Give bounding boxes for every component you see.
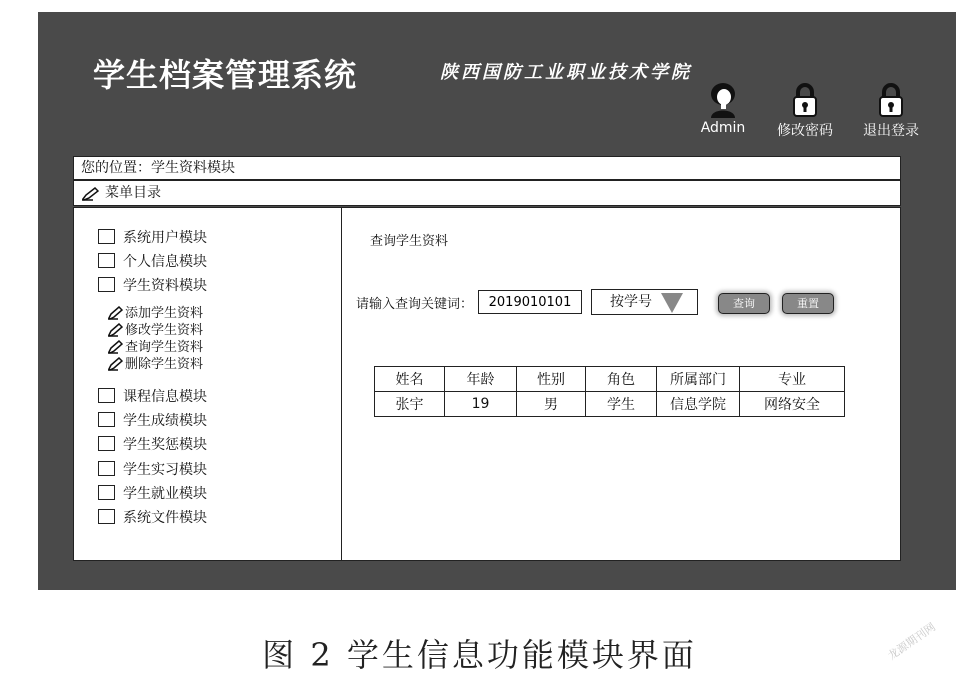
- edit-icon: [107, 323, 123, 337]
- table-header-cell: 专业: [740, 367, 845, 392]
- dropdown-arrow-icon: [661, 293, 683, 313]
- table-row[interactable]: [375, 392, 845, 417]
- sidebar-item-system-files[interactable]: [98, 508, 207, 528]
- table-cell: 男: [517, 392, 586, 417]
- submenu-label: 修改学生资料: [125, 323, 204, 338]
- folder-icon: [98, 388, 115, 403]
- submenu-add-student[interactable]: [107, 305, 203, 322]
- table-header-cell: 所属部门: [657, 367, 740, 392]
- sidebar-item-label: 学生实习模块: [123, 462, 207, 478]
- breadcrumb: 您的位置：学生资料模块: [73, 156, 901, 180]
- logout-label: 退出登录: [863, 123, 919, 139]
- table-cell: 19: [445, 392, 517, 417]
- folder-icon: [98, 436, 115, 451]
- sidebar-item-label: 系统用户模块: [123, 230, 207, 246]
- folder-icon: [98, 277, 115, 292]
- watermark: 龙源期刊网: [885, 620, 939, 663]
- keyword-input[interactable]: [478, 290, 582, 314]
- table-cell: 信息学院: [657, 392, 740, 417]
- admin-label: Admin: [700, 120, 746, 136]
- table-cell: 张宇: [375, 392, 445, 417]
- menu-bar-label: 菜单目录: [105, 185, 161, 201]
- edit-icon: [107, 357, 123, 371]
- folder-icon: [98, 509, 115, 524]
- main-panel: [342, 208, 900, 560]
- edit-icon: [107, 340, 123, 354]
- reset-button[interactable]: 重置: [782, 293, 834, 314]
- sidebar-item-label: 课程信息模块: [123, 389, 207, 405]
- query-button[interactable]: 查询: [718, 293, 770, 314]
- results-table: [374, 366, 845, 417]
- submenu-edit-student[interactable]: [107, 322, 203, 339]
- table-header-cell: 角色: [586, 367, 657, 392]
- lock-icon: [877, 82, 905, 118]
- sidebar-item-system-users[interactable]: [98, 228, 207, 248]
- sidebar-item-grades[interactable]: [98, 411, 207, 431]
- folder-icon: [98, 412, 115, 427]
- sidebar-item-label: 学生资料模块: [123, 278, 207, 294]
- table-header-row: [375, 367, 845, 392]
- folder-icon: [98, 253, 115, 268]
- edit-icon: [107, 306, 123, 320]
- folder-icon: [98, 461, 115, 476]
- user-avatar-icon: [707, 82, 739, 118]
- submenu-label: 添加学生资料: [125, 306, 204, 321]
- lock-icon: [791, 82, 819, 118]
- keyword-label: 请输入查询关键词：: [356, 297, 474, 312]
- table-cell: 学生: [586, 392, 657, 417]
- table-header-cell: 性别: [517, 367, 586, 392]
- sidebar-item-label: 学生成绩模块: [123, 413, 207, 429]
- search-type-value: 按学号: [610, 294, 652, 310]
- folder-icon: [98, 485, 115, 500]
- sidebar-item-label: 系统文件模块: [123, 510, 207, 526]
- section-title: 查询学生资料: [370, 234, 449, 249]
- school-name: 陕西国防工业职业技术学院: [440, 62, 692, 83]
- sidebar: [74, 208, 342, 560]
- figure-caption: 图 2 学生信息功能模块界面: [262, 636, 697, 674]
- search-type-select[interactable]: [591, 289, 698, 315]
- sidebar-item-student-records[interactable]: [98, 276, 207, 296]
- submenu-label: 查询学生资料: [125, 340, 204, 355]
- folder-icon: [98, 229, 115, 244]
- sidebar-item-employment[interactable]: [98, 484, 207, 504]
- content-panel: [73, 207, 901, 561]
- menu-bar[interactable]: [73, 180, 901, 206]
- submenu-label: 删除学生资料: [125, 357, 204, 372]
- table-header-cell: 姓名: [375, 367, 445, 392]
- sidebar-item-rewards[interactable]: [98, 435, 207, 455]
- sidebar-item-label: 学生就业模块: [123, 486, 207, 502]
- change-password-label: 修改密码: [777, 123, 833, 139]
- sidebar-item-label: 学生奖惩模块: [123, 437, 207, 453]
- admin-button[interactable]: [683, 82, 763, 136]
- sidebar-item-courses[interactable]: [98, 387, 207, 407]
- edit-icon: [81, 186, 99, 201]
- submenu-delete-student[interactable]: [107, 356, 203, 373]
- sidebar-item-internship[interactable]: [98, 460, 207, 480]
- logout-button[interactable]: [851, 82, 931, 140]
- sidebar-item-personal-info[interactable]: [98, 252, 207, 272]
- app-title: 学生档案管理系统: [93, 56, 358, 94]
- table-cell: 网络安全: [740, 392, 845, 417]
- table-header-cell: 年龄: [445, 367, 517, 392]
- sidebar-item-label: 个人信息模块: [123, 254, 207, 270]
- submenu-query-student[interactable]: [107, 339, 203, 356]
- change-password-button[interactable]: [765, 82, 845, 140]
